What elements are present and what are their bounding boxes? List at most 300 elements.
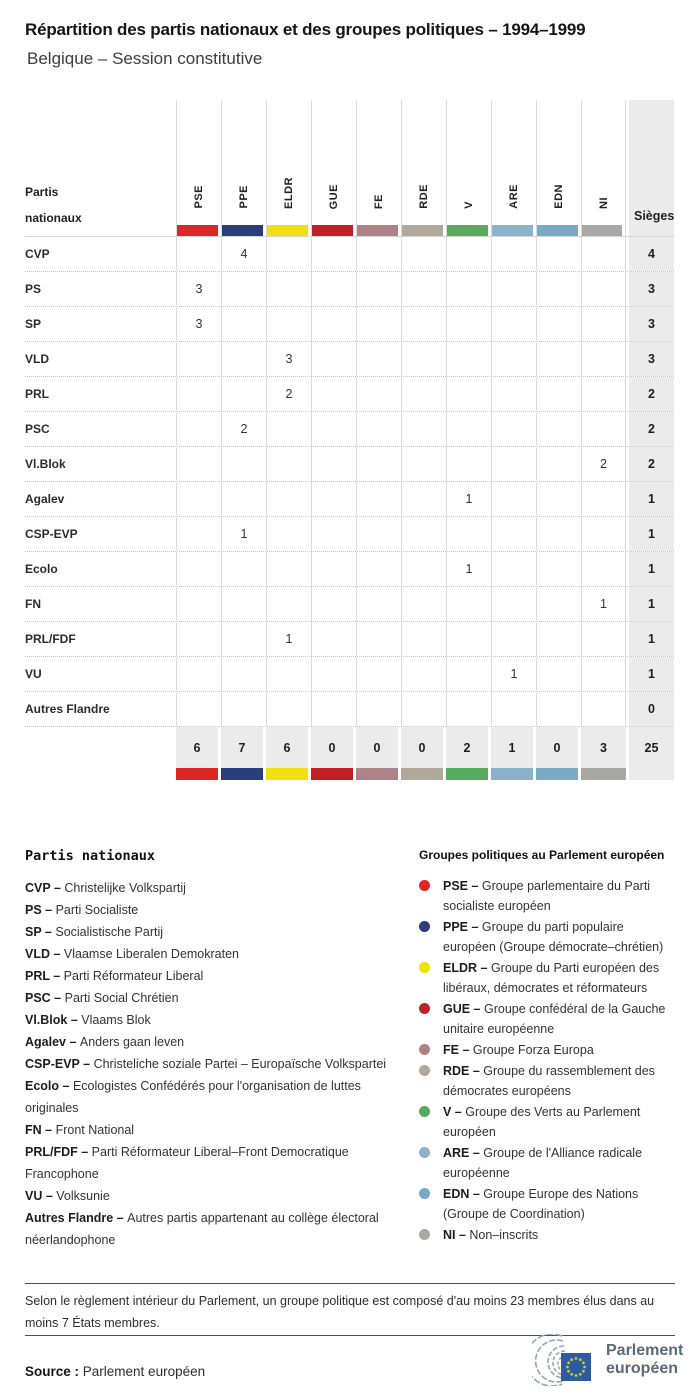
legend-item-name: Vlaams Blok	[81, 1013, 151, 1027]
legend-item-code: VU –	[25, 1189, 57, 1203]
seat-count-cell	[266, 657, 311, 691]
seat-count-cell	[356, 237, 401, 271]
group-column-header	[221, 100, 266, 236]
seat-count-cell	[581, 307, 626, 341]
seat-count-cell	[581, 692, 626, 726]
seat-count-cell	[176, 552, 221, 586]
total-seats-cell: 0	[626, 692, 674, 726]
legend-item	[25, 987, 415, 1009]
group-color-bar	[537, 225, 578, 236]
row-header-label: Partis nationaux	[25, 185, 82, 225]
seat-count-cell	[581, 342, 626, 376]
legend-item	[419, 876, 679, 916]
legend-item	[25, 877, 415, 899]
legend-item-name: Groupe Forza Europa	[472, 1043, 594, 1057]
legend-item-name: Autres partis appartenant au collège électoral néerlandophone	[25, 1211, 379, 1247]
seat-count-cell	[491, 272, 536, 306]
legend-item-code: FE –	[443, 1043, 473, 1057]
legend-item	[419, 958, 679, 998]
group-column-header	[311, 100, 356, 236]
group-color-bar	[357, 225, 398, 236]
seat-count-cell	[311, 307, 356, 341]
legend-item-name: Vlaamse Liberalen Demokraten	[63, 947, 239, 961]
legend-item-code: Agalev –	[25, 1035, 80, 1049]
total-seats-cell: 1	[626, 552, 674, 586]
group-code-label: V	[463, 201, 475, 209]
seat-count-cell	[581, 552, 626, 586]
source-value: Parlement européen	[82, 1364, 206, 1379]
group-column-header	[536, 100, 581, 236]
group-color-bar	[446, 768, 491, 780]
seat-count-cell	[356, 482, 401, 516]
legend-item-name: Anders gaan leven	[79, 1035, 185, 1049]
legend-item-code: NI –	[443, 1228, 470, 1242]
seat-count-cell	[311, 412, 356, 446]
seat-count-cell	[311, 237, 356, 271]
party-name-cell: Autres Flandre	[25, 702, 110, 716]
seat-count-cell	[266, 692, 311, 726]
legend-item-code: Ecolo –	[25, 1079, 73, 1093]
seat-count-cell	[446, 447, 491, 481]
seat-count-cell	[581, 657, 626, 691]
seat-count-cell	[266, 552, 311, 586]
total-seats-cell: 1	[626, 587, 674, 621]
legend-item-code: ELDR –	[443, 961, 491, 975]
seat-count-cell	[356, 622, 401, 656]
legend-parties-list	[25, 877, 415, 1251]
table-row	[25, 342, 674, 377]
legend-item-name: Parti Socialiste	[55, 903, 139, 917]
seat-count-cell	[536, 447, 581, 481]
legend-color-dot	[419, 921, 430, 932]
seat-count-cell	[311, 272, 356, 306]
table-row	[25, 692, 674, 727]
seat-count-cell	[356, 587, 401, 621]
totals-row	[25, 727, 674, 768]
legend-groups-list	[419, 876, 679, 1245]
group-code-label: PPE	[238, 185, 250, 209]
legend-item-code: PSC –	[25, 991, 65, 1005]
group-color-bar	[492, 225, 533, 236]
legend-item-code: CSP-EVP –	[25, 1057, 94, 1071]
seat-count-cell	[401, 412, 446, 446]
seat-count-cell	[176, 482, 221, 516]
legend-item	[419, 1184, 679, 1224]
seat-count-cell	[221, 692, 266, 726]
seat-count-cell	[176, 587, 221, 621]
seat-count-cell	[536, 272, 581, 306]
legend-item-code: PRL/FDF –	[25, 1145, 92, 1159]
source-line	[25, 1364, 205, 1379]
seat-count-cell	[311, 692, 356, 726]
seat-count-cell	[536, 692, 581, 726]
legend-political-groups	[419, 848, 679, 1246]
row-header-cell	[25, 100, 176, 236]
total-seats-cell: 2	[626, 412, 674, 446]
seat-count-cell	[491, 307, 536, 341]
seat-count-cell	[581, 237, 626, 271]
seat-count-cell	[491, 237, 536, 271]
hemicycle-flag-icon	[532, 1334, 596, 1386]
seat-count-cell	[401, 377, 446, 411]
seat-count-cell	[176, 517, 221, 551]
seat-count-cell	[176, 657, 221, 691]
seat-count-cell	[311, 657, 356, 691]
seat-count-cell	[266, 482, 311, 516]
seat-count-cell: 2	[221, 412, 266, 446]
seat-count-cell: 1	[581, 587, 626, 621]
seat-count-cell	[221, 587, 266, 621]
legend-color-dot	[419, 962, 430, 973]
group-color-bar	[536, 768, 581, 780]
legend-item	[419, 999, 679, 1039]
seat-count-cell	[401, 272, 446, 306]
legend-item-text	[443, 1061, 679, 1101]
seat-count-cell	[221, 622, 266, 656]
seat-count-cell	[491, 587, 536, 621]
seat-count-cell	[356, 307, 401, 341]
table-row	[25, 272, 674, 307]
group-color-bar	[582, 225, 622, 236]
logo-line1: Parlement	[606, 1341, 684, 1359]
seat-count-cell	[266, 272, 311, 306]
totals-count-cell: 3	[581, 727, 626, 768]
legend-item-name: Groupe de l'Alliance radicale européenne	[443, 1146, 643, 1180]
seat-count-cell	[446, 272, 491, 306]
total-seats-cell: 2	[626, 377, 674, 411]
group-color-bar	[222, 225, 263, 236]
legend-item-text	[443, 1225, 538, 1245]
legend-item	[25, 899, 415, 921]
party-name-cell: VU	[25, 667, 42, 681]
group-color-bar	[221, 768, 266, 780]
seats-header-label: Sièges	[634, 209, 675, 223]
total-seats-cell: 1	[626, 517, 674, 551]
legend-item	[419, 1040, 679, 1060]
seat-count-cell	[356, 272, 401, 306]
bottom-bar-label-cell	[25, 768, 176, 780]
seat-count-cell	[446, 657, 491, 691]
legend-item	[25, 943, 415, 965]
totals-count-cell: 6	[176, 727, 221, 768]
seat-count-cell: 3	[176, 272, 221, 306]
totals-count-cell: 1	[491, 727, 536, 768]
bottom-bar-seats-cell	[626, 768, 674, 780]
european-parliament-logo	[532, 1334, 683, 1386]
seat-count-cell	[446, 692, 491, 726]
group-color-bar	[176, 768, 221, 780]
seat-count-cell	[221, 377, 266, 411]
group-color-bar	[177, 225, 218, 236]
party-name-cell: CVP	[25, 247, 50, 261]
seat-count-cell	[401, 307, 446, 341]
group-code-label: ELDR	[283, 177, 295, 209]
group-color-bar	[312, 225, 353, 236]
group-color-bar	[267, 225, 308, 236]
totals-count-cell: 0	[356, 727, 401, 768]
legend-item-name: Parti Réformateur Liberal–Front Democratique Francophone	[25, 1145, 349, 1181]
totals-count-cell: 0	[536, 727, 581, 768]
legend-parties-title: Partis nationaux	[25, 848, 156, 864]
seats-header-cell	[626, 100, 674, 236]
seat-count-cell	[356, 342, 401, 376]
seat-count-cell	[356, 517, 401, 551]
legend-item-code: GUE –	[443, 1002, 484, 1016]
seat-count-cell	[401, 342, 446, 376]
seat-count-cell	[536, 552, 581, 586]
legend-item	[25, 1053, 415, 1075]
seat-count-cell	[221, 657, 266, 691]
legend-item-code: V –	[443, 1105, 466, 1119]
seat-count-cell	[311, 447, 356, 481]
seat-count-cell	[311, 587, 356, 621]
legend-item	[25, 965, 415, 987]
seat-count-cell	[491, 447, 536, 481]
legend-item-name: Parti Social Chrétien	[64, 991, 179, 1005]
legend-item	[25, 1075, 415, 1119]
legend-item	[419, 1061, 679, 1101]
seat-count-cell: 2	[266, 377, 311, 411]
seat-count-cell	[356, 657, 401, 691]
legend-item	[25, 1207, 415, 1251]
legend-item-name: Socialistische Partij	[55, 925, 164, 939]
seat-count-cell	[266, 517, 311, 551]
legend-item	[419, 917, 679, 957]
group-column-header	[491, 100, 536, 236]
total-seats-cell: 1	[626, 622, 674, 656]
seat-count-cell	[356, 412, 401, 446]
seat-count-cell: 1	[266, 622, 311, 656]
seat-count-cell	[221, 552, 266, 586]
legend-item	[25, 1141, 415, 1185]
seat-count-cell	[266, 307, 311, 341]
seat-count-cell	[311, 482, 356, 516]
legend-item-name: Volksunie	[56, 1189, 110, 1203]
seat-count-cell	[401, 237, 446, 271]
legend-item-name: Groupe des Verts au Parlement européen	[443, 1105, 641, 1139]
seat-count-cell: 1	[491, 657, 536, 691]
group-code-label: RDE	[418, 184, 430, 209]
group-code-label: NI	[597, 197, 610, 209]
seat-count-cell	[266, 447, 311, 481]
seat-count-cell	[401, 482, 446, 516]
group-column-header	[581, 100, 626, 236]
legend-item-name: Groupe Europe des Nations (Groupe de Coordination)	[443, 1187, 639, 1221]
group-code-label: PSE	[193, 185, 205, 209]
party-name-cell: PSC	[25, 422, 50, 436]
legend-groups-title: Groupes politiques au Parlement européen	[419, 848, 665, 862]
legend-color-dot	[419, 1147, 430, 1158]
seat-count-cell	[536, 587, 581, 621]
legend-item-text	[443, 1040, 594, 1060]
seat-count-cell: 1	[446, 482, 491, 516]
page-subtitle: Belgique – Session constitutive	[27, 49, 263, 68]
party-name-cell: Ecolo	[25, 562, 58, 576]
party-name-cell: SP	[25, 317, 42, 331]
seat-count-cell	[446, 342, 491, 376]
legend-national-parties	[25, 848, 415, 1251]
seat-count-cell	[221, 307, 266, 341]
legend-item-code: CVP –	[25, 881, 65, 895]
party-name-cell: Vl.Blok	[25, 457, 66, 471]
legend-item-code: ARE –	[443, 1146, 484, 1160]
table-row	[25, 307, 674, 342]
legend-color-dot	[419, 1106, 430, 1117]
total-seats-cell: 3	[626, 307, 674, 341]
seat-count-cell	[266, 412, 311, 446]
legend-item-name: Groupe du parti populaire européen (Groupe démocrate–chrétien)	[443, 920, 664, 954]
bottom-color-bar-row	[25, 768, 674, 780]
seat-count-cell	[491, 342, 536, 376]
legend-item-code: PPE –	[443, 920, 482, 934]
group-color-bar	[491, 768, 536, 780]
group-color-bar	[311, 768, 356, 780]
legend-item-code: VLD –	[25, 947, 64, 961]
seat-count-cell	[536, 517, 581, 551]
party-name-cell: CSP-EVP	[25, 527, 78, 541]
seat-count-cell	[536, 657, 581, 691]
seat-count-cell	[221, 447, 266, 481]
seat-count-cell	[356, 552, 401, 586]
totals-count-cell: 0	[311, 727, 356, 768]
seat-count-cell	[221, 482, 266, 516]
seat-count-cell	[176, 447, 221, 481]
legend-color-dot	[419, 1188, 430, 1199]
legend-item-name: Christeliche soziale Partei – Europaïsche Volkspartei	[93, 1057, 387, 1071]
party-name-cell: PS	[25, 282, 42, 296]
total-seats-cell: 2	[626, 447, 674, 481]
table-header-row	[25, 100, 674, 237]
seat-count-cell: 3	[266, 342, 311, 376]
seat-count-cell	[401, 692, 446, 726]
seat-count-cell: 4	[221, 237, 266, 271]
seat-count-cell: 1	[221, 517, 266, 551]
legend-item	[419, 1102, 679, 1142]
seat-count-cell	[536, 377, 581, 411]
seat-count-cell: 3	[176, 307, 221, 341]
footnote: Selon le règlement intérieur du Parlement, un groupe politique est composé d'au moins 23 membres élus dans au moins 7 États membres.	[25, 1294, 655, 1330]
seat-count-cell	[536, 482, 581, 516]
source-label: Source :	[25, 1364, 80, 1379]
legend-item	[25, 1031, 415, 1053]
seat-count-cell	[491, 692, 536, 726]
legend-item-name: Groupe confédéral de la Gauche unitaire européenne	[443, 1002, 666, 1036]
legend-color-dot	[419, 1229, 430, 1240]
legend-item-name: Groupe du Parti européen des libéraux, démocrates et réformateurs	[443, 961, 660, 995]
seat-count-cell	[446, 377, 491, 411]
legend-item-text	[443, 1102, 679, 1142]
group-column-header	[446, 100, 491, 236]
legend-item-name: Groupe du rassemblement des démocrates européens	[443, 1064, 655, 1098]
legend-item-name: Front National	[55, 1123, 135, 1137]
seat-count-cell	[581, 517, 626, 551]
seat-count-cell	[491, 482, 536, 516]
seat-count-cell	[356, 447, 401, 481]
table-row	[25, 657, 674, 692]
seat-count-cell	[581, 272, 626, 306]
group-color-bar	[401, 768, 446, 780]
totals-count-cell: 0	[401, 727, 446, 768]
table-row	[25, 552, 674, 587]
legend-item-name: Ecologistes Confédérés pour l'organisation de luttes originales	[25, 1079, 361, 1115]
total-seats-cell: 3	[626, 272, 674, 306]
seat-count-cell	[356, 377, 401, 411]
seat-count-cell	[311, 342, 356, 376]
legend-item-code: RDE –	[443, 1064, 484, 1078]
group-code-label: FE	[373, 193, 385, 209]
seat-count-cell	[311, 552, 356, 586]
seat-count-cell	[491, 517, 536, 551]
seat-count-cell	[401, 447, 446, 481]
seat-count-cell	[266, 237, 311, 271]
seat-count-cell	[221, 272, 266, 306]
table-row	[25, 587, 674, 622]
totals-seats-cell: 25	[626, 727, 674, 768]
legend-item	[419, 1143, 679, 1183]
table-row	[25, 447, 674, 482]
legend-color-dot	[419, 1065, 430, 1076]
seat-count-cell	[401, 657, 446, 691]
total-seats-cell: 1	[626, 657, 674, 691]
party-name-cell: FN	[25, 597, 41, 611]
seat-count-cell	[401, 552, 446, 586]
legend-item-text	[443, 876, 679, 916]
legend-item-name: Non–inscrits	[469, 1228, 539, 1242]
legend-color-dot	[419, 1044, 430, 1055]
party-name-cell: Agalev	[25, 492, 65, 506]
seat-count-cell	[536, 622, 581, 656]
table-row	[25, 377, 674, 412]
legend-item-text	[443, 917, 679, 957]
legend-color-dot	[419, 880, 430, 891]
legend-item-text	[443, 999, 679, 1039]
table-row	[25, 412, 674, 447]
legend-item	[25, 1009, 415, 1031]
seat-count-cell	[401, 587, 446, 621]
seat-count-cell	[581, 622, 626, 656]
table-row	[25, 482, 674, 517]
seat-count-cell	[176, 692, 221, 726]
seat-count-cell	[536, 412, 581, 446]
legend-item-text	[443, 1143, 679, 1183]
totals-count-cell: 2	[446, 727, 491, 768]
group-column-header	[401, 100, 446, 236]
divider-top	[25, 1283, 675, 1284]
group-code-label: GUE	[328, 183, 340, 209]
seat-count-cell	[491, 622, 536, 656]
table-row	[25, 237, 674, 272]
legend-item-code: Vl.Blok –	[25, 1013, 82, 1027]
logo-line2: européen	[606, 1360, 679, 1377]
group-color-bar	[447, 225, 488, 236]
group-column-header	[266, 100, 311, 236]
legend-item-name: Christelijke Volkspartij	[64, 881, 186, 895]
group-color-bar	[581, 768, 626, 780]
seat-count-cell	[491, 412, 536, 446]
seat-count-cell	[356, 692, 401, 726]
seat-count-cell	[446, 412, 491, 446]
seat-count-cell	[401, 622, 446, 656]
legend-item-text	[443, 958, 679, 998]
total-seats-cell: 1	[626, 482, 674, 516]
seat-count-cell	[446, 517, 491, 551]
legend-item-code: PS –	[25, 903, 56, 917]
group-color-bar	[402, 225, 443, 236]
party-name-cell: PRL/FDF	[25, 632, 76, 646]
legend-item	[25, 921, 415, 943]
party-name-cell: VLD	[25, 352, 49, 366]
seat-count-cell: 2	[581, 447, 626, 481]
